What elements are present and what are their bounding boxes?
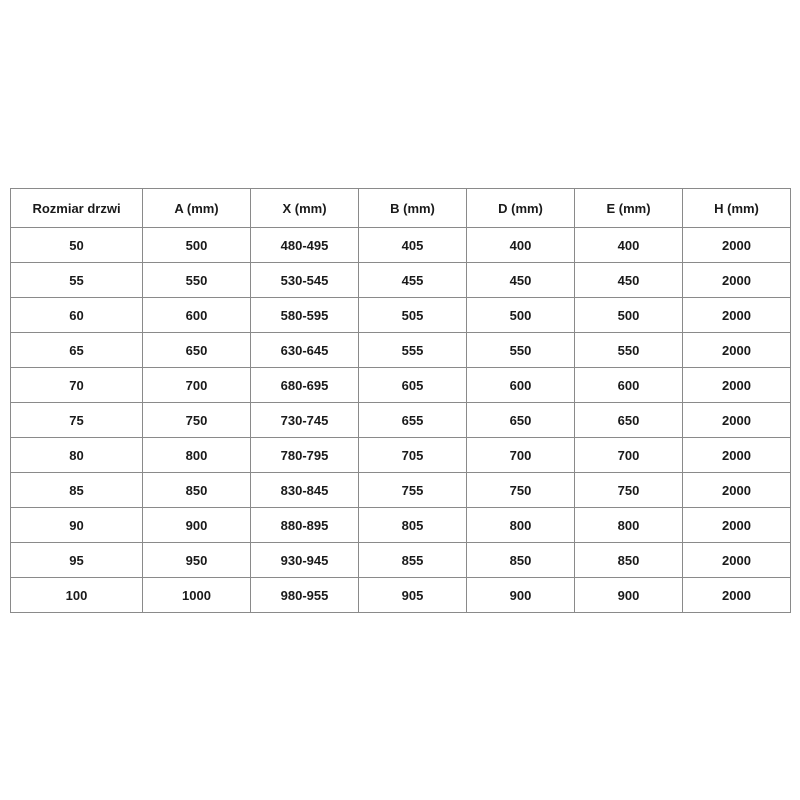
column-header-rozmiar-drzwi: Rozmiar drzwi [11, 189, 143, 228]
column-header-b: B (mm) [359, 189, 467, 228]
column-header-x: X (mm) [251, 189, 359, 228]
cell-x: 880-895 [251, 508, 359, 543]
table-row [11, 298, 791, 333]
cell-x: 930-945 [251, 543, 359, 578]
table-body [11, 228, 791, 613]
cell-b: 805 [359, 508, 467, 543]
table-row [11, 263, 791, 298]
cell-size: 90 [11, 508, 143, 543]
cell-d: 750 [467, 473, 575, 508]
column-header-e: E (mm) [575, 189, 683, 228]
column-header-a: A (mm) [143, 189, 251, 228]
table-row [11, 403, 791, 438]
cell-h: 2000 [683, 543, 791, 578]
cell-b: 755 [359, 473, 467, 508]
cell-e: 500 [575, 298, 683, 333]
cell-e: 400 [575, 228, 683, 263]
cell-h: 2000 [683, 263, 791, 298]
cell-e: 700 [575, 438, 683, 473]
cell-x: 980-955 [251, 578, 359, 613]
cell-a: 650 [143, 333, 251, 368]
cell-h: 2000 [683, 228, 791, 263]
cell-size: 100 [11, 578, 143, 613]
cell-b: 405 [359, 228, 467, 263]
cell-e: 750 [575, 473, 683, 508]
cell-x: 680-695 [251, 368, 359, 403]
cell-d: 500 [467, 298, 575, 333]
cell-e: 600 [575, 368, 683, 403]
cell-d: 800 [467, 508, 575, 543]
cell-a: 850 [143, 473, 251, 508]
cell-e: 450 [575, 263, 683, 298]
cell-a: 550 [143, 263, 251, 298]
cell-e: 850 [575, 543, 683, 578]
table-row [11, 578, 791, 613]
cell-b: 705 [359, 438, 467, 473]
cell-a: 750 [143, 403, 251, 438]
cell-h: 2000 [683, 473, 791, 508]
door-size-table [10, 188, 791, 613]
cell-size: 65 [11, 333, 143, 368]
cell-d: 600 [467, 368, 575, 403]
cell-b: 505 [359, 298, 467, 333]
cell-a: 1000 [143, 578, 251, 613]
cell-x: 630-645 [251, 333, 359, 368]
cell-h: 2000 [683, 298, 791, 333]
cell-e: 650 [575, 403, 683, 438]
cell-size: 85 [11, 473, 143, 508]
cell-b: 905 [359, 578, 467, 613]
cell-x: 480-495 [251, 228, 359, 263]
table-row [11, 438, 791, 473]
cell-h: 2000 [683, 508, 791, 543]
cell-e: 550 [575, 333, 683, 368]
cell-d: 400 [467, 228, 575, 263]
cell-d: 450 [467, 263, 575, 298]
cell-d: 700 [467, 438, 575, 473]
cell-b: 605 [359, 368, 467, 403]
cell-size: 75 [11, 403, 143, 438]
table-row [11, 333, 791, 368]
cell-a: 700 [143, 368, 251, 403]
cell-size: 60 [11, 298, 143, 333]
cell-x: 780-795 [251, 438, 359, 473]
cell-b: 855 [359, 543, 467, 578]
cell-d: 900 [467, 578, 575, 613]
cell-x: 530-545 [251, 263, 359, 298]
table-row [11, 368, 791, 403]
table-header-row [11, 189, 791, 228]
table-row [11, 508, 791, 543]
cell-h: 2000 [683, 403, 791, 438]
table-row [11, 543, 791, 578]
cell-size: 80 [11, 438, 143, 473]
cell-size: 50 [11, 228, 143, 263]
cell-x: 580-595 [251, 298, 359, 333]
cell-size: 70 [11, 368, 143, 403]
column-header-h: H (mm) [683, 189, 791, 228]
cell-a: 800 [143, 438, 251, 473]
cell-h: 2000 [683, 438, 791, 473]
cell-a: 600 [143, 298, 251, 333]
cell-a: 500 [143, 228, 251, 263]
column-header-d: D (mm) [467, 189, 575, 228]
cell-a: 900 [143, 508, 251, 543]
cell-e: 900 [575, 578, 683, 613]
cell-b: 655 [359, 403, 467, 438]
cell-h: 2000 [683, 578, 791, 613]
cell-d: 650 [467, 403, 575, 438]
cell-size: 95 [11, 543, 143, 578]
cell-size: 55 [11, 263, 143, 298]
cell-h: 2000 [683, 333, 791, 368]
size-table-container [10, 188, 790, 613]
table-row [11, 228, 791, 263]
cell-x: 730-745 [251, 403, 359, 438]
cell-d: 850 [467, 543, 575, 578]
table-header [11, 189, 791, 228]
cell-h: 2000 [683, 368, 791, 403]
cell-b: 455 [359, 263, 467, 298]
cell-d: 550 [467, 333, 575, 368]
cell-a: 950 [143, 543, 251, 578]
cell-e: 800 [575, 508, 683, 543]
table-row [11, 473, 791, 508]
cell-x: 830-845 [251, 473, 359, 508]
cell-b: 555 [359, 333, 467, 368]
